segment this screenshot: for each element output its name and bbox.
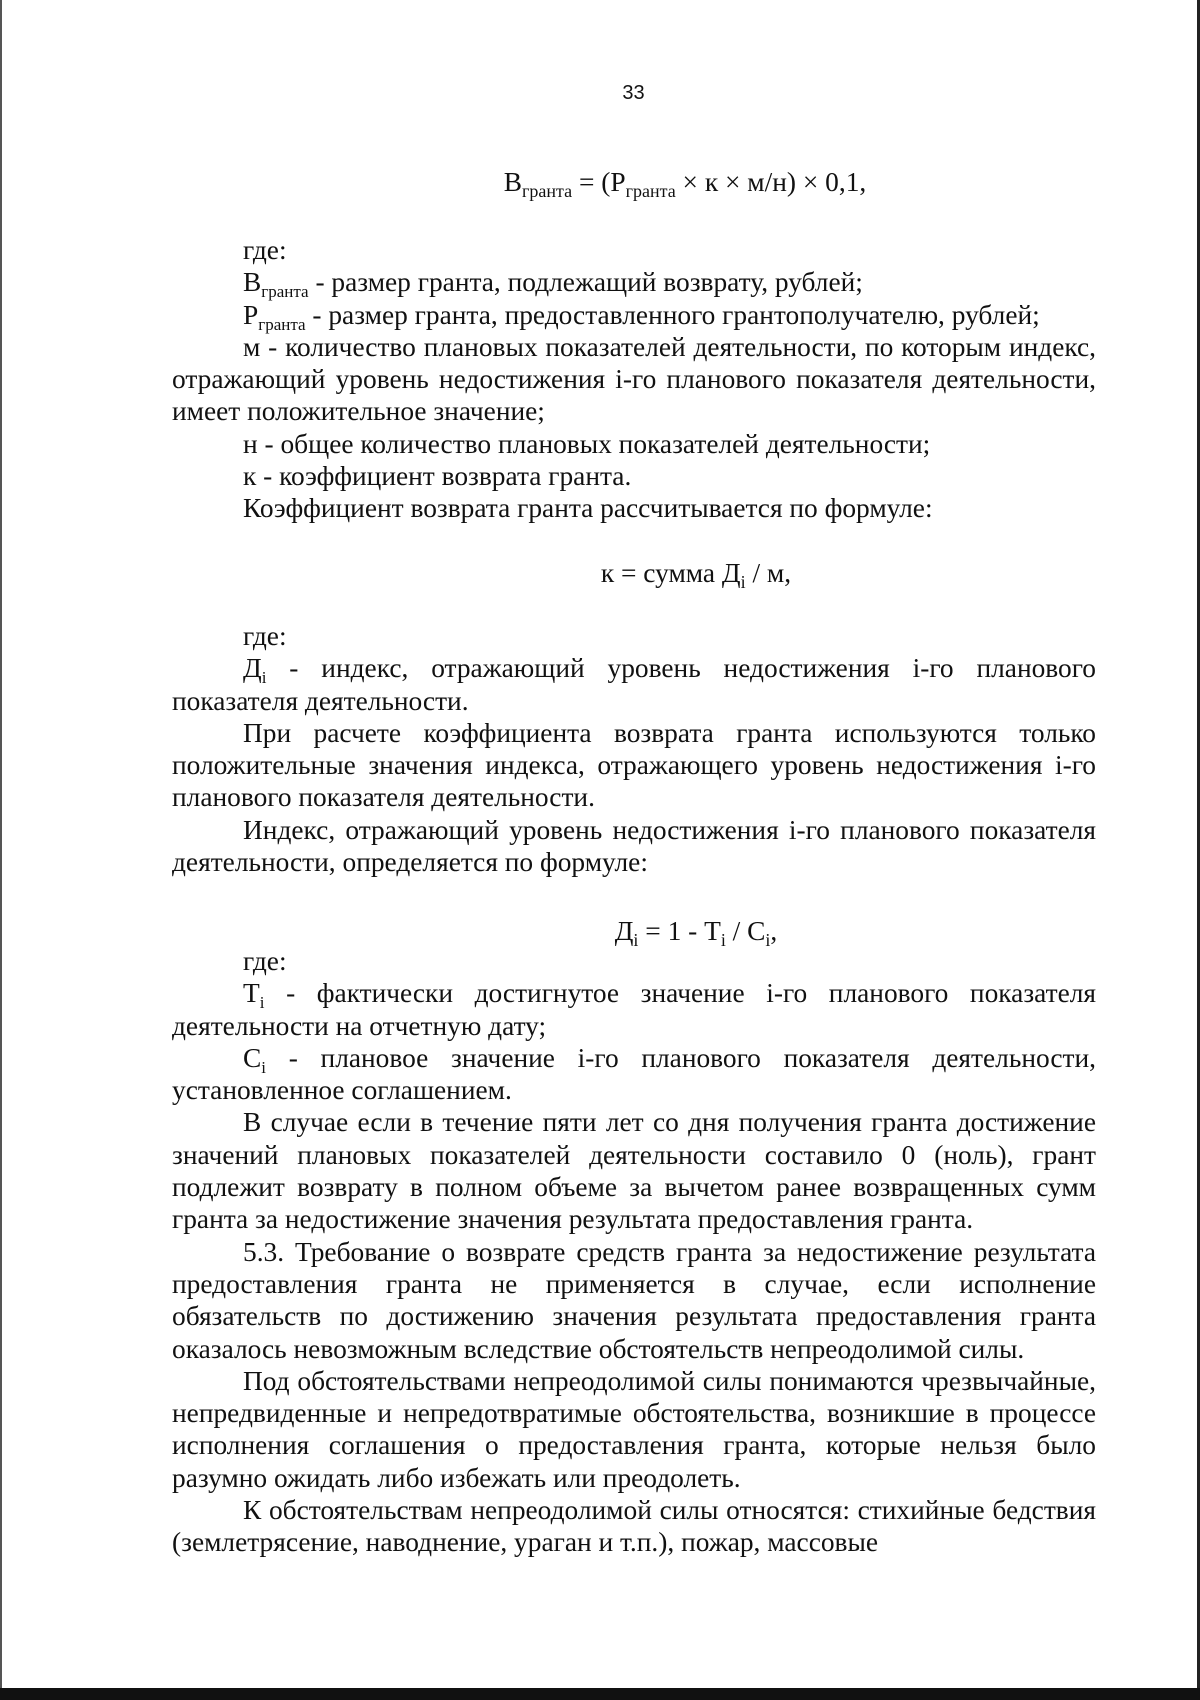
paragraph-zero-achievement: В случае если в течение пяти лет со дня получения гранта достижение значений плановых показателей деятельности составило 0 (ноль), грант подлежит возврату в полном объеме за вычетом ранее возвращенных сумм гранта за недостижение значения результата предоставления гранта.: [172, 1107, 1096, 1235]
paragraph-index-intro: Индекс, отражающий уровень недостижения i-го планового показателя деятельности, определяется по формуле:: [172, 814, 1096, 878]
definition-k: к - коэффициент возврата гранта.: [243, 461, 632, 492]
formula-index: $Д_i = 1 - Т_i / С_i$,: [614, 916, 778, 950]
definition-m: м - количество плановых показателей деятельности, по которым индекс, отражающий уровень недостижения i-го планового показателя деятельности, имеет положительное значение;: [172, 331, 1096, 427]
page-number: 33: [622, 82, 645, 104]
definition-n: н - общее количество плановых показателей деятельности;: [243, 428, 931, 459]
where-label: где:: [243, 235, 287, 265]
paragraph-5-3: 5.3. Требование о возврате средств гранта за недостижение результата предоставления гранта не применяется в случае, если исполнение обязательств по достижению значения результата предоставления гранта оказалось невозможным вследствие обстоятельств непреодолимой силы.: [172, 1236, 1096, 1364]
definition-b-grant: $В_{гранта}$ - размер гранта, подлежащий возврату, рублей;: [243, 267, 863, 302]
scan-left-edge: [0, 0, 2, 1688]
paragraph-positive-values: При расчете коэффициента возврата гранта используются только положительные значения индекса, отражающего уровень недостижения i-го планового показателя деятельности.: [172, 717, 1096, 813]
paragraph-force-majeure-examples: К обстоятельствам непреодолимой силы относятся: стихийные бедствия (землетрясение, наводнение, ураган и т.п.), пожар, массовые: [172, 1495, 1096, 1558]
formula-grant-return: $В_{гранта} = (Р_{гранта} \times к \times м/н) \times 0,1$,: [503, 167, 867, 201]
definition-t: $Т_i$ - фактически достигнутое значение i-го планового показателя деятельности на отчетную дату;: [172, 978, 1096, 1041]
paragraph-force-majeure-definition: Под обстоятельствами непреодолимой силы понимаются чрезвычайные, непредвиденные и непредотвратимые обстоятельства, возникшие в процессе исполнения соглашения о предоставления гранта, которые нельзя было разумно ожидать либо избежать или преодолеть.: [172, 1365, 1096, 1493]
definitions-block-1: [172, 234, 1096, 525]
where-label: где:: [243, 621, 287, 651]
scan-bottom-edge: [0, 1688, 1200, 1700]
definition-p-grant: $Р_{гранта}$ - размер гранта, предоставленного грантополучателю, рублей;: [243, 299, 1040, 334]
formula-coefficient: к = сумма $Д_i$ / м,: [600, 558, 792, 592]
where-label: где:: [243, 946, 287, 976]
definitions-block-2: [172, 620, 1096, 878]
definition-d: $Д_i$ - индекс, отражающий уровень недостижения i-го планового показателя деятельности.: [172, 653, 1096, 716]
definitions-block-3: [172, 945, 1096, 1559]
definition-c: $С_i$ - плановое значение i-го планового показателя деятельности, установленное соглашением.: [172, 1042, 1096, 1106]
coefficient-intro: Коэффициент возврата гранта рассчитывается по формуле:: [243, 493, 933, 524]
